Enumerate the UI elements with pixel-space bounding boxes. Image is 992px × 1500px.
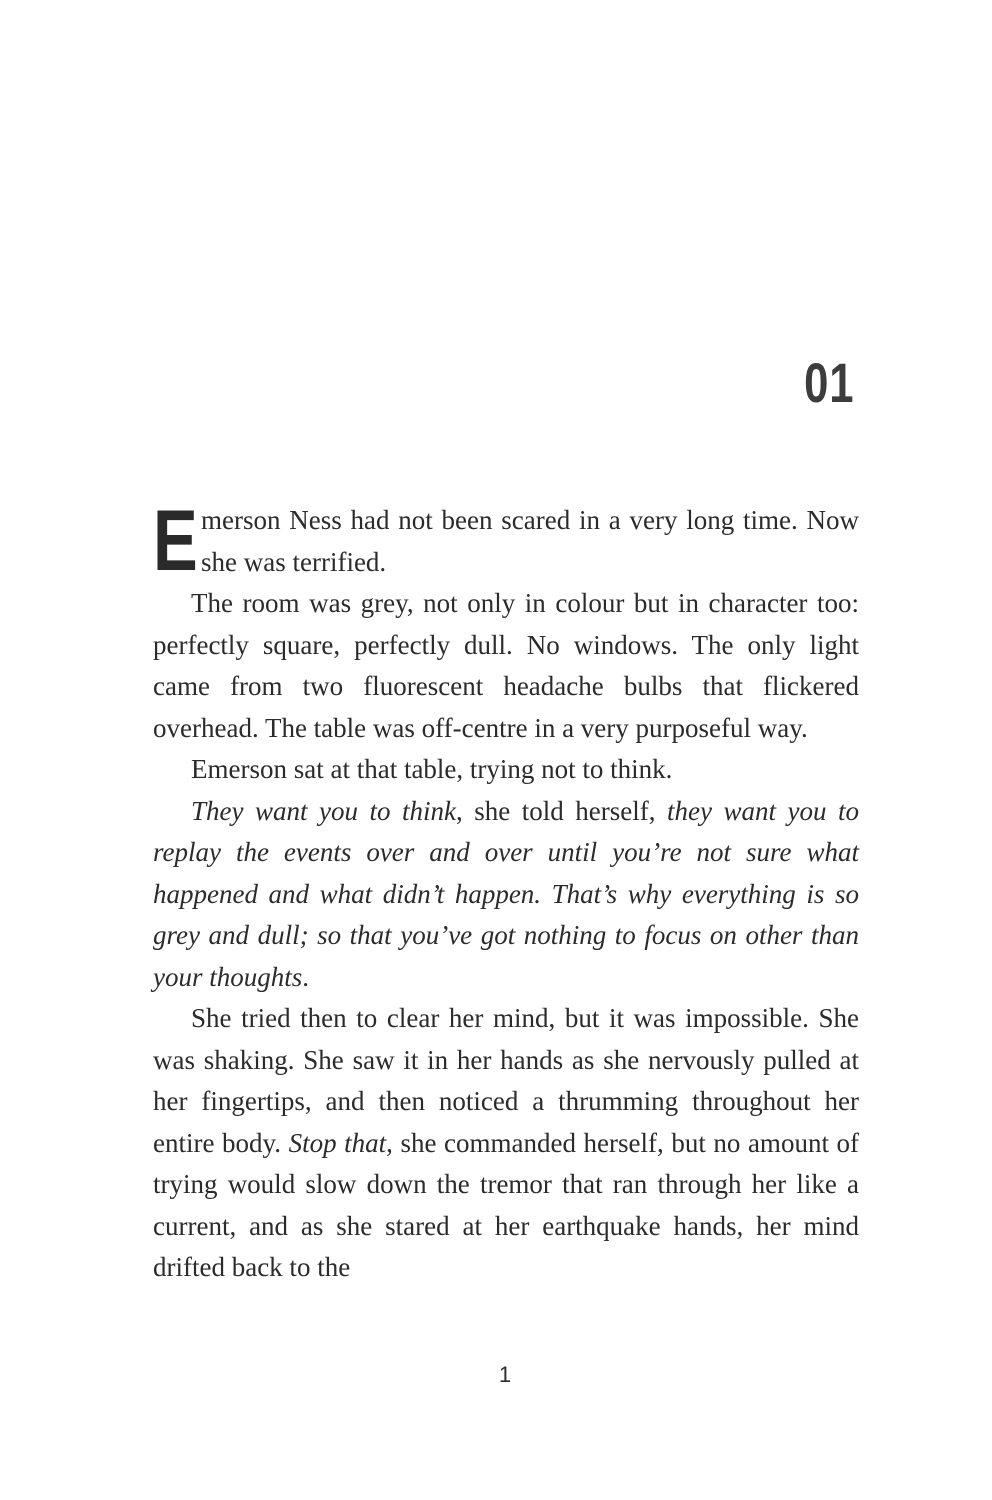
italic-phrase: They want you to think: [191, 795, 457, 826]
italic-phrase: Stop that: [288, 1127, 387, 1158]
body-text: [153, 493, 860, 1289]
paragraph-1-text: merson Ness had not been scared in a very long time. Now she was terrified.: [201, 505, 859, 577]
plain-phrase: She tried then to clear her mind, but it was impossible. She was shaking. She saw it in her hands as she nervously pulled at her fingertips, and then noticed a thrumming throughout her entire body.: [153, 1003, 859, 1158]
plain-phrase: , she told herself,: [456, 795, 668, 826]
paragraph-3: Emerson sat at that table, trying not to think.: [191, 754, 673, 784]
italic-phrase: they want you to replay the events over and over until you’re not sure what happened and what didn’t happen. That’s why everything is so grey and dull; so that you’ve got nothing to focus on other than your thoughts: [153, 795, 860, 992]
plain-phrase: .: [302, 961, 310, 992]
page-number: 1: [498, 1362, 512, 1387]
paragraph-2: The room was grey, not only in colour but in character too: perfectly square, perfectly dull. No windows. The only light came from two fluorescent headache bulbs that flickered overhead. The table was off-centre in a very purposeful way.: [153, 588, 859, 743]
drop-cap: E: [153, 493, 198, 589]
chapter-number: 01: [803, 351, 854, 414]
paragraph-4: [153, 791, 859, 999]
plain-phrase: , she commanded herself, but no amount of trying would slow down the tremor that ran through her like a current, and as she stared at her earthquake hands, her mind drifted back to the: [153, 1127, 859, 1282]
paragraph-5: [153, 998, 859, 1289]
paragraph-1: [153, 493, 859, 589]
